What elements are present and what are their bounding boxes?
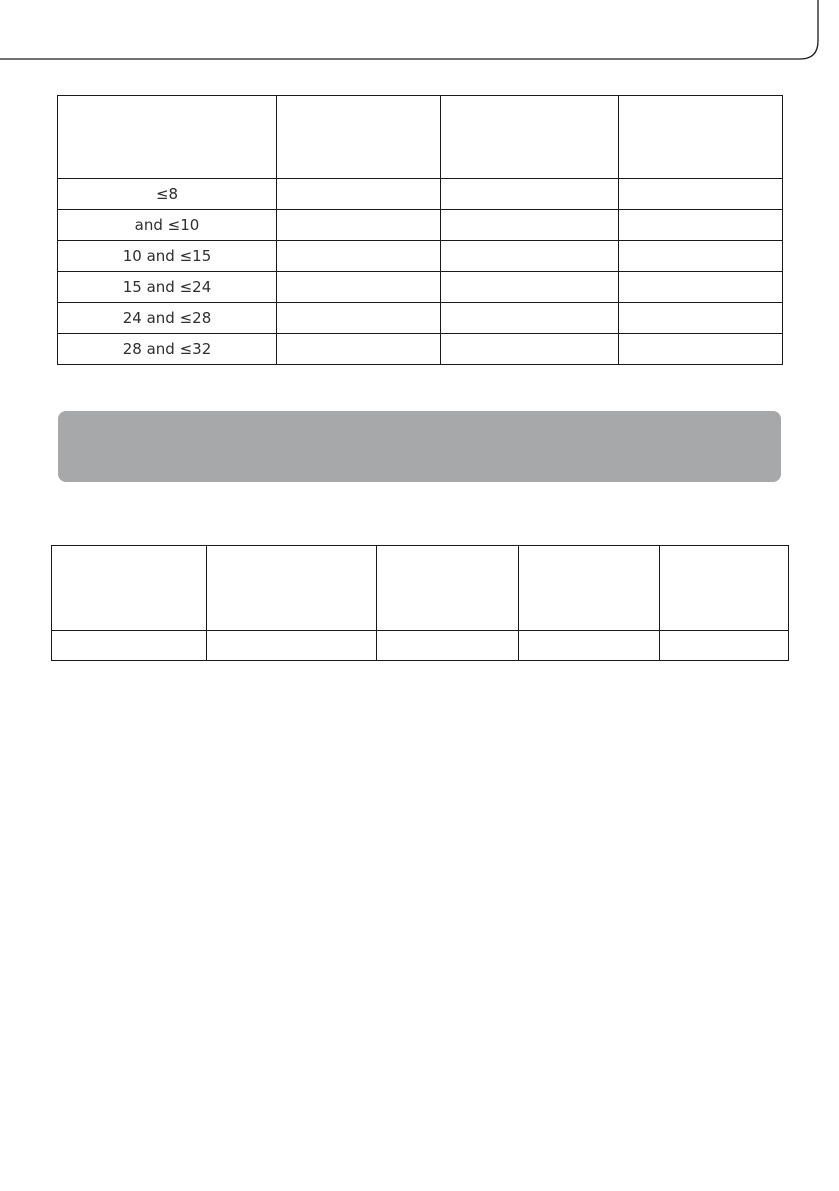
header-cell — [377, 546, 519, 631]
table-row — [58, 179, 783, 210]
table-row — [58, 334, 783, 365]
range-cell: 10 and ≤15 — [58, 241, 277, 272]
table-cell — [619, 334, 783, 365]
table-cell — [660, 631, 789, 661]
table-cell — [377, 631, 519, 661]
table-cell — [441, 210, 619, 241]
table-row — [58, 241, 783, 272]
header-cell — [619, 96, 783, 179]
table-cell — [277, 334, 441, 365]
table-row — [58, 303, 783, 334]
table-cell — [441, 334, 619, 365]
header-cell — [52, 546, 207, 631]
range-cell: ≤8 — [58, 179, 277, 210]
section-heading-banner — [58, 411, 781, 482]
range-cell: and ≤10 — [58, 210, 277, 241]
range-cell: 24 and ≤28 — [58, 303, 277, 334]
table-cell — [277, 210, 441, 241]
header-cell — [207, 546, 377, 631]
header-cell — [58, 96, 277, 179]
table-cell — [441, 272, 619, 303]
table-cell — [619, 241, 783, 272]
table-cell — [619, 179, 783, 210]
table-cell — [277, 179, 441, 210]
table-cell — [441, 303, 619, 334]
header-cell — [519, 546, 660, 631]
header-cell — [441, 96, 619, 179]
range-cell: 28 and ≤32 — [58, 334, 277, 365]
table-cell — [619, 303, 783, 334]
table-cell — [52, 631, 207, 661]
table-cell — [277, 272, 441, 303]
table-header-row — [58, 96, 783, 179]
table-cell — [207, 631, 377, 661]
page-corner-crop-mark — [0, 0, 839, 70]
temperature-range-table — [57, 95, 783, 365]
table-cell — [519, 631, 660, 661]
table-row — [58, 272, 783, 303]
table-cell — [619, 272, 783, 303]
table-cell — [441, 179, 619, 210]
header-cell — [277, 96, 441, 179]
specification-table — [51, 545, 789, 661]
table-row — [58, 210, 783, 241]
header-cell — [660, 546, 789, 631]
table-cell — [619, 210, 783, 241]
table-header-row — [52, 546, 789, 631]
table-cell — [277, 303, 441, 334]
table-cell — [441, 241, 619, 272]
table-cell — [277, 241, 441, 272]
range-cell: 15 and ≤24 — [58, 272, 277, 303]
table-row — [52, 631, 789, 661]
